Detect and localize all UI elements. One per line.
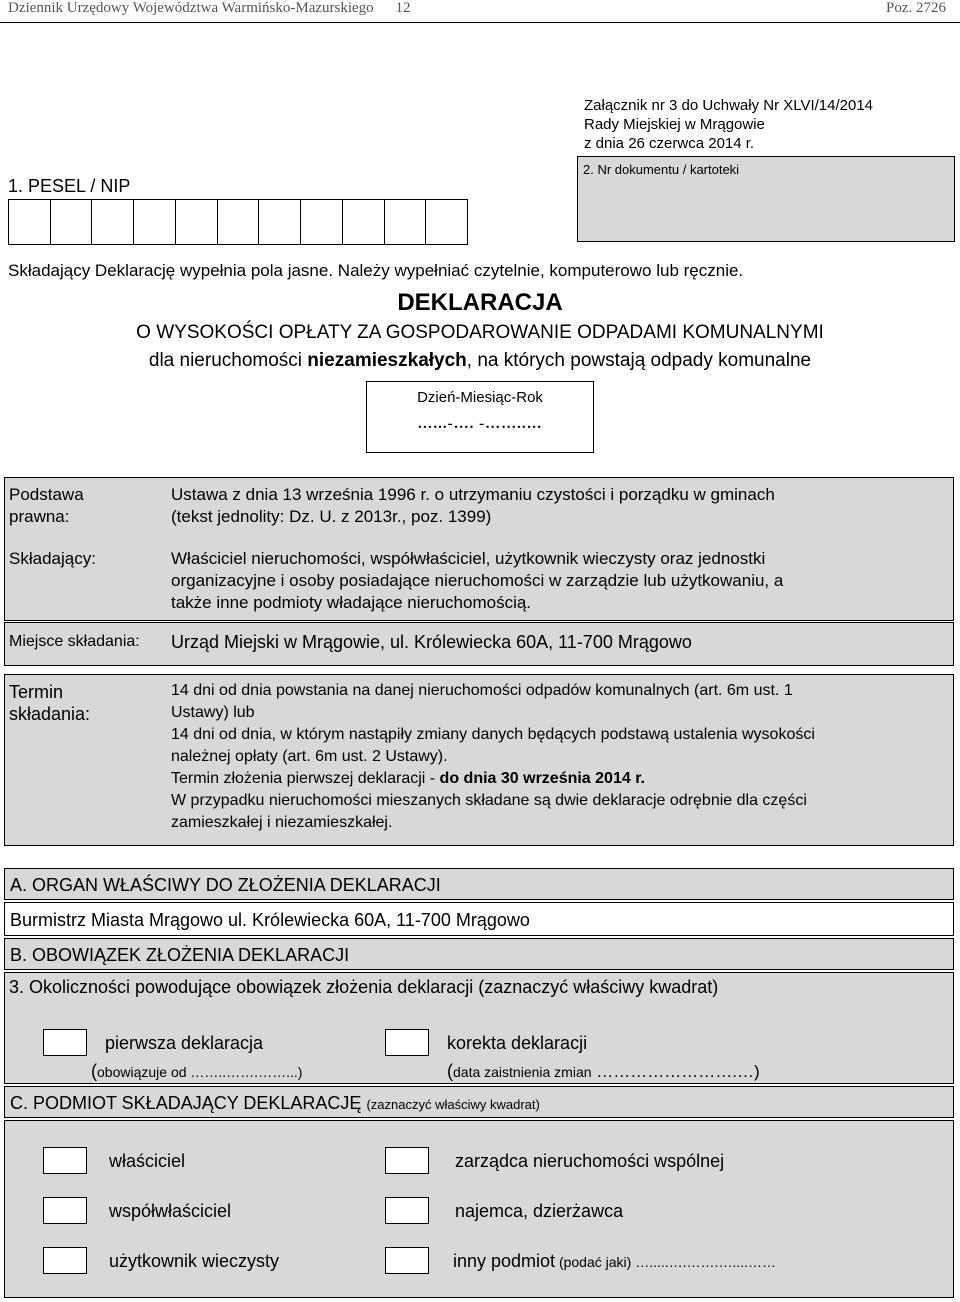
first-declaration-sub bbox=[91, 1061, 302, 1082]
basis-text-2: (tekst jednolity: Dz. U. z 2013r., poz. 1399) bbox=[171, 507, 492, 526]
fill-instruction: Składający Deklarację wypełnia pola jasne. Należy wypełniać czytelnie, komputerowo lub ręcznie. bbox=[8, 261, 744, 280]
deadline-line-2: Ustawy) lub bbox=[171, 704, 255, 721]
deadline-line-1: 14 dni od dnia powstania na danej nieruchomości odpadów komunalnych (art. 6m ust. 1 bbox=[171, 682, 793, 699]
correction-checkbox[interactable] bbox=[385, 1029, 429, 1056]
deadline-line-3: 14 dni od dnia, w którym nastąpiły zmiany danych będących podstawą ustalenia wysokości bbox=[171, 726, 815, 743]
section-c-body bbox=[4, 1120, 954, 1298]
deadline-label-2: składania: bbox=[9, 704, 91, 724]
deadline-l5-pre: Termin złożenia pierwszej deklaracji - bbox=[171, 770, 440, 787]
header-divider bbox=[0, 22, 960, 23]
correction-date-dots: …………………….…) bbox=[591, 1062, 760, 1081]
pesel-label: 1. PESEL / NIP bbox=[8, 176, 131, 196]
correction-date-label: data zaistnienia zmian bbox=[453, 1064, 592, 1080]
filer-text-2: organizacyjne i osoby posiadające nieruchomości w zarządzie lub użytkowaniu, a bbox=[171, 571, 784, 590]
attachment-line-1: Załącznik nr 3 do Uchwały Nr XLVI/14/2014 bbox=[584, 97, 874, 114]
first-declaration-checkbox[interactable] bbox=[43, 1029, 87, 1056]
basis-text-1: Ustawa z dnia 13 września 1996 r. o utrzymaniu czystości i porządku w gminach bbox=[171, 485, 775, 504]
other-entity-label bbox=[453, 1251, 776, 1272]
other-entity-checkbox[interactable] bbox=[385, 1247, 429, 1274]
deadline-label bbox=[9, 681, 90, 725]
co-owner-checkbox[interactable] bbox=[43, 1197, 87, 1224]
paren-open-2: ( bbox=[447, 1061, 453, 1081]
deadline-line-6: W przypadku nieruchomości mieszanych składane są dwie deklaracje odrębnie dla części bbox=[171, 792, 807, 809]
deadline-line-7: zamieszkałej i niezamieszkałej. bbox=[171, 814, 393, 831]
legal-info-box bbox=[4, 477, 954, 621]
correction-label: korekta deklaracji bbox=[447, 1033, 588, 1053]
deadline-box bbox=[4, 674, 954, 846]
co-owner-label: współwłaściciel bbox=[109, 1201, 232, 1221]
scope-post: , na których powstają odpady komunalne bbox=[466, 350, 812, 371]
attachment-note bbox=[584, 96, 873, 153]
basis-text bbox=[171, 484, 775, 528]
section-c-note: (zaznaczyć właściwy kwadrat) bbox=[366, 1097, 540, 1112]
question-3: 3. Okoliczności powodujące obowiązek złożenia deklaracji (zaznaczyć właściwy kwadrat) bbox=[9, 977, 719, 997]
place-box bbox=[4, 622, 954, 666]
paren-open: ( bbox=[91, 1061, 97, 1081]
other-entity-dots: ….....….…….…....…… bbox=[631, 1254, 777, 1270]
declaration-scope bbox=[0, 350, 960, 372]
section-a-header: A. ORGAN WŁAŚCIWY DO ZŁOŻENIA DEKLARACJI bbox=[4, 868, 954, 900]
manager-checkbox[interactable] bbox=[385, 1147, 429, 1174]
scope-bold: niezamieszkałych bbox=[307, 350, 467, 371]
basis-label-2: prawna: bbox=[9, 507, 70, 526]
date-value: …...-…. -……..… bbox=[417, 416, 543, 432]
scope-pre: dla nieruchomości bbox=[148, 350, 308, 371]
first-declaration-date: obowiązuje od ……..…….……...) bbox=[97, 1064, 303, 1080]
basis-label bbox=[9, 484, 84, 528]
place-text: Urząd Miejski w Mrągowie, ul. Królewiecka 60A, 11-700 Mrągowo bbox=[171, 632, 692, 652]
manager-label: zarządca nieruchomości wspólnej bbox=[455, 1151, 725, 1171]
document-number-field[interactable] bbox=[577, 156, 955, 242]
filer-text-1: Właściciel nieruchomości, współwłaściciel, użytkownik wieczysty oraz jednostki bbox=[171, 549, 766, 568]
page-number: 12 bbox=[395, 0, 411, 16]
declaration-subtitle: O WYSOKOŚCI OPŁATY ZA GOSPODAROWANIE ODPADAMI KOMUNALNYMI bbox=[136, 322, 824, 343]
journal-title bbox=[8, 0, 410, 17]
position-number: Poz. 2726 bbox=[886, 0, 946, 16]
section-c-title: C. PODMIOT SKŁADAJĄCY DEKLARACJĘ bbox=[10, 1093, 362, 1113]
deadline-text bbox=[171, 680, 815, 834]
correction-sub bbox=[447, 1061, 760, 1082]
basis-label-1: Podstawa bbox=[9, 485, 84, 504]
section-a-body: Burmistrz Miasta Mrągowo ul. Królewiecka 60A, 11-700 Mrągowo bbox=[4, 902, 954, 936]
filer-text-3: także inne podmioty władające nieruchomością. bbox=[171, 593, 532, 612]
tenant-label: najemca, dzierżawca bbox=[455, 1201, 624, 1221]
date-label: Dzień-Miesiąc-Rok bbox=[417, 389, 543, 406]
section-c-header bbox=[4, 1086, 954, 1118]
attachment-line-3: z dnia 26 czerwca 2014 r. bbox=[584, 135, 755, 152]
pesel-input[interactable] bbox=[8, 199, 468, 245]
document-number-label: 2. Nr dokumentu / kartoteki bbox=[583, 162, 740, 177]
deadline-label-1: Termin bbox=[9, 682, 64, 702]
attachment-line-2: Rady Miejskiej w Mrągowie bbox=[584, 116, 765, 133]
perpetual-user-checkbox[interactable] bbox=[43, 1247, 87, 1274]
filer-label: Składający: bbox=[9, 549, 96, 568]
date-field[interactable] bbox=[366, 381, 594, 453]
tenant-checkbox[interactable] bbox=[385, 1197, 429, 1224]
owner-label: właściciel bbox=[109, 1151, 186, 1171]
section-b-header: B. OBOWIĄZEK ZŁOŻENIA DEKLARACJI bbox=[4, 938, 954, 970]
declaration-title: DEKLARACJA bbox=[397, 289, 563, 316]
deadline-line-4: należnej opłaty (art. 6m ust. 2 Ustawy). bbox=[171, 748, 448, 765]
section-b-body bbox=[4, 972, 954, 1084]
perpetual-user-label: użytkownik wieczysty bbox=[109, 1251, 280, 1271]
other-entity-text: inny podmiot bbox=[453, 1251, 556, 1271]
owner-checkbox[interactable] bbox=[43, 1147, 87, 1174]
place-label: Miejsce składania: bbox=[9, 633, 140, 650]
deadline-line-5 bbox=[171, 768, 815, 790]
filer-text bbox=[171, 548, 783, 614]
first-declaration-label: pierwsza deklaracja bbox=[105, 1033, 264, 1053]
journal-name: Dziennik Urzędowy Województwa Warmińsko-Mazurskiego bbox=[8, 0, 374, 16]
deadline-l5-bold: do dnia 30 września 2014 r. bbox=[439, 770, 645, 787]
other-entity-note: (podać jaki) bbox=[555, 1254, 632, 1270]
